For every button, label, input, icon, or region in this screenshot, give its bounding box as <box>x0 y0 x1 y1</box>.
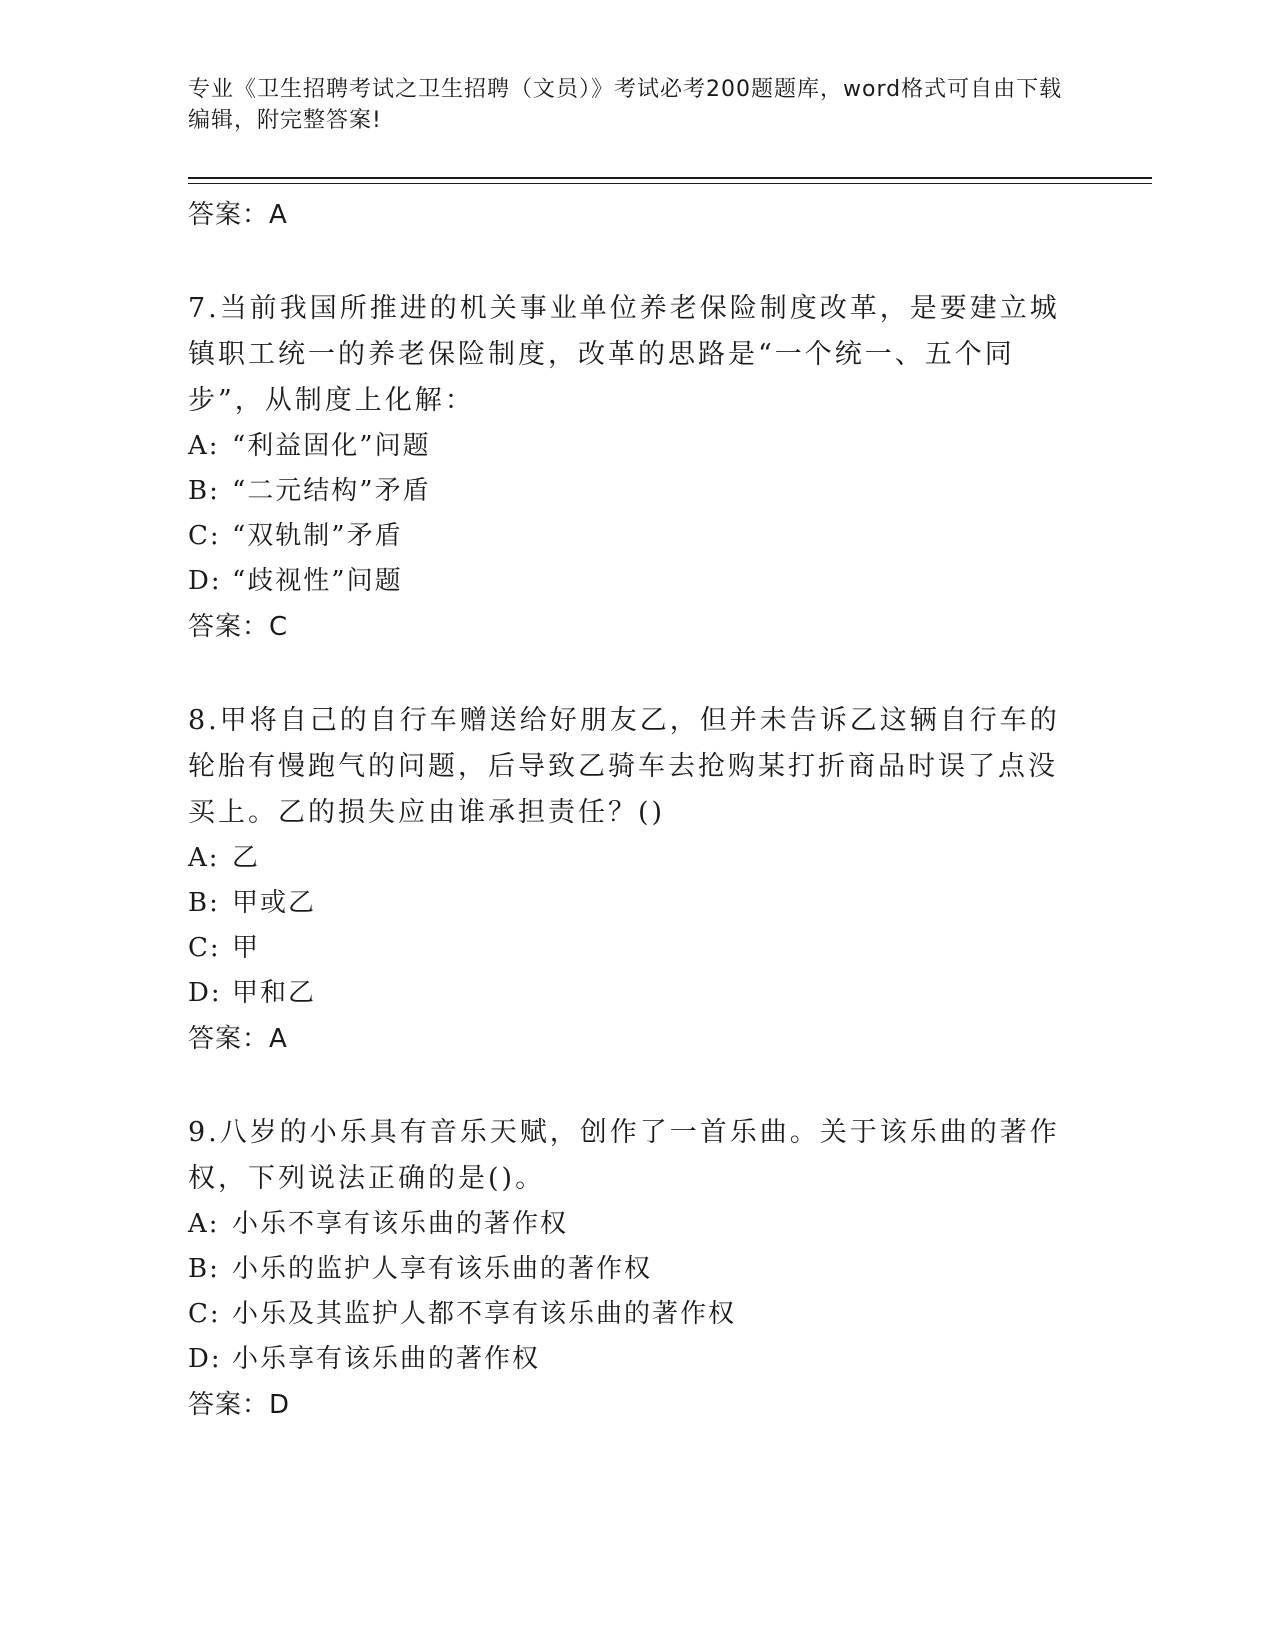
option-text: “二元结构”矛盾 <box>232 476 431 506</box>
option-c <box>188 1292 1068 1337</box>
page-header <box>188 74 1068 136</box>
option-label: A: <box>188 431 220 461</box>
option-label: C: <box>188 521 221 551</box>
option-c <box>188 514 1068 559</box>
option-d <box>188 971 1068 1016</box>
option-text: “利益固化”问题 <box>232 431 431 461</box>
header-title: 专业《卫生招聘考试之卫生招聘（文员）》考试必考200题题库，word格式可自由下载编辑，附完整答案! <box>188 77 1063 133</box>
question-text: 8.甲将自己的自行车赠送给好朋友乙，但并未告诉乙这辆自行车的轮胎有慢跑气的问题，后导致乙骑车去抢购某打折商品时误了点没买上。乙的损失应由谁承担责任？() <box>188 705 1060 828</box>
option-c <box>188 926 1068 971</box>
option-text: 小乐不享有该乐曲的著作权 <box>232 1209 569 1239</box>
question-8 <box>188 698 1068 1062</box>
option-b <box>188 881 1068 926</box>
option-text: 小乐及其监护人都不享有该乐曲的著作权 <box>232 1299 737 1329</box>
option-d <box>188 1337 1068 1382</box>
option-a <box>188 836 1068 881</box>
header-divider-thin <box>188 183 1152 184</box>
previous-answer: 答案：A <box>188 200 288 230</box>
option-label: B: <box>188 476 220 506</box>
option-label: B: <box>188 888 220 918</box>
option-text: 甲 <box>232 933 261 963</box>
option-a <box>188 1202 1068 1247</box>
option-b <box>188 469 1068 514</box>
question-9 <box>188 1110 1068 1428</box>
option-label: B: <box>188 1254 220 1284</box>
question-answer: 答案：C <box>188 612 289 642</box>
option-label: D: <box>188 978 222 1008</box>
question-text: 7.当前我国所推进的机关事业单位养老保险制度改革，是要建立城镇职工统一的养老保险制度，改革的思路是“一个统一、五个同步”，从制度上化解： <box>188 293 1060 416</box>
option-b <box>188 1247 1068 1292</box>
option-text: “歧视性”问题 <box>232 566 403 596</box>
option-a <box>188 424 1068 469</box>
header-divider-thick <box>188 177 1152 179</box>
option-text: 乙 <box>232 843 261 873</box>
option-label: D: <box>188 1344 222 1374</box>
option-text: 小乐的监护人享有该乐曲的著作权 <box>232 1254 653 1284</box>
option-label: C: <box>188 1299 221 1329</box>
option-label: A: <box>188 1209 220 1239</box>
question-answer: 答案：A <box>188 1024 288 1054</box>
option-label: A: <box>188 843 220 873</box>
option-label: C: <box>188 933 221 963</box>
option-text: 甲和乙 <box>232 978 317 1008</box>
question-7 <box>188 286 1068 650</box>
question-text: 9.八岁的小乐具有音乐天赋，创作了一首乐曲。关于该乐曲的著作权，下列说法正确的是()。 <box>188 1117 1060 1194</box>
option-label: D: <box>188 566 222 596</box>
option-text: 甲或乙 <box>232 888 317 918</box>
option-d <box>188 559 1068 604</box>
question-list <box>188 192 1068 1428</box>
option-text: “双轨制”矛盾 <box>232 521 403 551</box>
question-answer: 答案：D <box>188 1390 291 1420</box>
option-text: 小乐享有该乐曲的著作权 <box>232 1344 541 1374</box>
